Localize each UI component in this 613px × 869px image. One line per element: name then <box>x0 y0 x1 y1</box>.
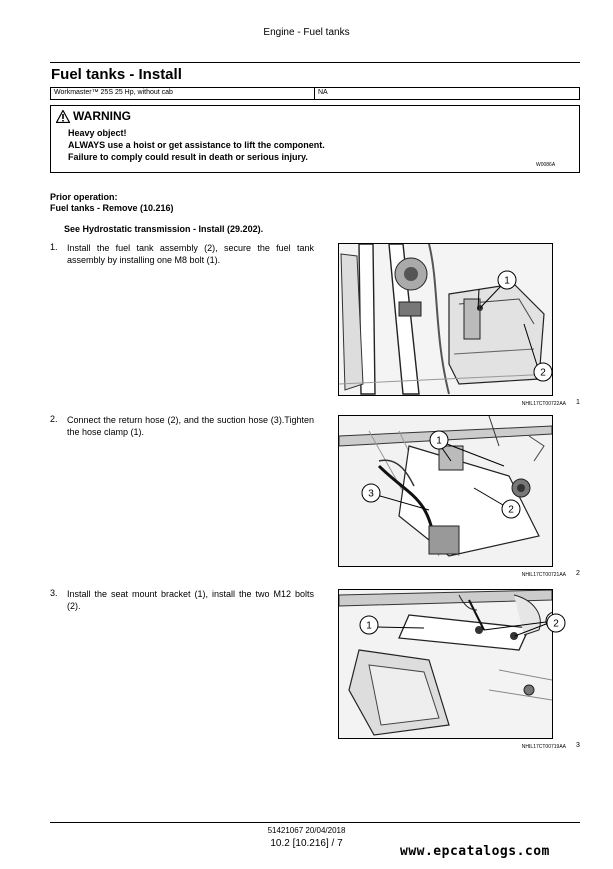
figure-callout: 2 <box>508 504 514 516</box>
figure-callout: 2 <box>553 618 559 630</box>
figure-3-callout-2 <box>542 611 570 635</box>
model-value-cell: NA <box>318 89 328 96</box>
figure-callout: 1 <box>366 620 372 632</box>
see-note[interactable]: See Hydrostatic transmission - Install (29.202). <box>64 224 264 234</box>
model-cell: Workmaster™ 25S 25 Hp, without cab <box>51 88 315 99</box>
warning-code: W0086A <box>536 162 556 168</box>
figure-callout: 2 <box>540 367 546 379</box>
step-number: 3. <box>50 588 58 598</box>
figure-3-image <box>338 589 553 739</box>
watermark-text: www.epcatalogs.com <box>400 844 550 859</box>
model-table <box>50 87 580 100</box>
figure-callout: 1 <box>504 275 510 287</box>
page-header: Engine - Fuel tanks <box>263 27 350 38</box>
warning-line: Failure to comply could result in death or serious injury. <box>68 152 308 162</box>
figure-code: NHIL17CT00722AA <box>521 401 566 407</box>
warning-line: Heavy object! <box>68 128 127 138</box>
figure-callout: 3 <box>368 488 374 500</box>
footer-doc-id: 51421067 20/04/2018 <box>267 826 346 835</box>
prior-operation-link[interactable]: Fuel tanks - Remove (10.216) <box>50 203 174 213</box>
figure-code: NHIL17CT00719AA <box>521 744 566 750</box>
warning-triangle-icon <box>56 110 70 123</box>
footer-page-number: 10.2 [10.216] / 7 <box>270 838 343 849</box>
title-rule <box>50 62 580 63</box>
step-text: Install the fuel tank assembly (2), secure the fuel tank assembly by installing one M8 bolt (1). <box>67 243 314 265</box>
warning-heading: WARNING <box>73 109 131 123</box>
step-number: 2. <box>50 414 58 424</box>
step-text: Connect the return hose (2), and the suction hose (3).Tighten the hose clamp (1). <box>67 415 314 437</box>
figure-code: NHIL17CT00721AA <box>521 572 566 578</box>
figure-number: 2 <box>576 570 580 577</box>
figure-number: 1 <box>576 399 580 406</box>
footer-rule <box>50 822 580 823</box>
figure-callout: 1 <box>436 435 442 447</box>
step-number: 1. <box>50 242 58 252</box>
step-text: Install the seat mount bracket (1), install the two M12 bolts (2). <box>67 589 314 611</box>
prior-operation-label: Prior operation: <box>50 192 118 202</box>
figure-number: 3 <box>576 742 580 749</box>
figure-1-image <box>338 243 553 396</box>
page-title: Fuel tanks - Install <box>51 66 182 83</box>
warning-line: ALWAYS use a hoist or get assistance to lift the component. <box>68 140 325 150</box>
figure-2-image <box>338 415 553 567</box>
